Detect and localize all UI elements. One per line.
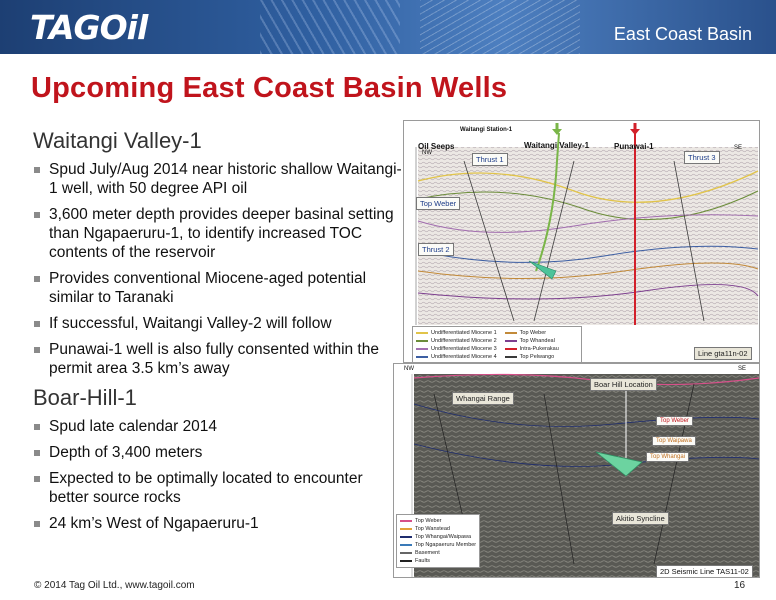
bullet-item: Punawai-1 well is also fully consented within the permit area 3.5 km’s away (33, 340, 403, 378)
bullet-list (33, 417, 403, 533)
legend-row (416, 353, 497, 361)
legend-label: Undifferentiated Miocene 2 (431, 338, 497, 344)
thrust-3-label: Thrust 3 (684, 151, 720, 164)
footer-copyright: © 2014 Tag Oil Ltd., www.tagoil.com (34, 580, 195, 591)
legend-row (400, 541, 476, 549)
bullet-item: If successful, Waitangi Valley-2 will follow (33, 314, 403, 333)
page-number: 16 (734, 580, 746, 591)
legend-row (400, 525, 476, 533)
whangai-range-label: Whangai Range (452, 392, 514, 405)
figure-legend (412, 326, 582, 363)
top-weber-label: Top Weber (416, 197, 460, 210)
company-logo (30, 8, 148, 47)
bullet-item: Spud July/Aug 2014 near historic shallow Waitangi-1 well, with 50 degree API oil (33, 160, 403, 198)
bullet-item: Depth of 3,400 meters (33, 443, 403, 462)
bullet-item: 3,600 meter depth provides deeper basinal setting than Ngapaeruru-1, to identify increased TOC contents of the reservoir (33, 205, 403, 262)
boar-hill-location-label: Boar Hill Location (590, 378, 657, 391)
bullet-item: Expected to be optimally located to encounter better source rocks (33, 469, 403, 507)
thrust-1-label: Thrust 1 (472, 153, 508, 166)
bullet-item: Provides conventional Miocene-aged potential similar to Taranaki (33, 269, 403, 307)
legend-row (400, 533, 476, 541)
legend-row (505, 353, 559, 361)
bullet-item: 24 km’s West of Ngapaeruru-1 (33, 514, 403, 533)
bullet-list (33, 160, 403, 378)
legend-row (505, 329, 559, 337)
header-title: East Coast Basin (613, 24, 752, 44)
figure-title: Waitangi Station-1 (460, 127, 513, 133)
legend-label: Basement (415, 550, 440, 556)
legend-row (416, 337, 497, 345)
legend-label: Top Weber (415, 518, 442, 524)
legend-label: Intra-Pukerakau (519, 346, 559, 352)
legend-row (400, 517, 476, 525)
logo-text: TAGOil (30, 8, 148, 47)
direction-right-label: SE (738, 366, 747, 372)
text-column (33, 128, 403, 540)
legend-row (505, 345, 559, 353)
slide-title: Upcoming East Coast Basin Wells (31, 72, 508, 104)
well-label-punawai: Punawai-1 (614, 142, 654, 151)
line-label: Line gta11n-02 (694, 347, 752, 360)
legend-label: Undifferentiated Miocene 1 (431, 330, 497, 336)
thrust-2-label: Thrust 2 (418, 243, 454, 256)
legend-label: Top Ngapaeruru Member (415, 542, 477, 548)
legend-label: Top Pelwango (519, 354, 555, 360)
legend-row (400, 549, 476, 557)
header-texture (420, 0, 580, 54)
header-texture (260, 0, 400, 54)
legend-label: Top Weber (519, 330, 547, 336)
legend-label: Undifferentiated Miocene 3 (431, 346, 497, 352)
header-banner (0, 0, 776, 54)
well-label-waitangi-valley: Waitangi Valley-1 (524, 141, 590, 150)
legend-row (505, 337, 559, 345)
top-waipawa-tag: Top Waipawa (652, 436, 696, 446)
legend-label: Top Whandeal (519, 338, 555, 344)
line-label: 2D Seismic Line TAS11-02 (656, 565, 753, 578)
legend-row (416, 329, 497, 337)
seismic-figure-waitangi (403, 120, 760, 363)
legend-label: Undifferentiated Miocene 4 (431, 354, 497, 360)
section-heading: Boar-Hill-1 (33, 385, 137, 410)
figure-legend (396, 514, 480, 568)
legend-row (416, 345, 497, 353)
direction-left-label: NW (422, 150, 432, 156)
top-whangai-tag: Top Whangai (646, 452, 689, 462)
legend-row (400, 557, 476, 565)
bullet-item: Spud late calendar 2014 (33, 417, 403, 436)
legend-label: Top Whangai/Waipawa (415, 534, 472, 540)
legend-label: Top Wanstead (415, 526, 450, 532)
akitio-syncline-label: Akitio Syncline (612, 512, 669, 525)
oil-seeps-label: Oil Seeps (418, 142, 455, 151)
direction-right-label: SE (734, 145, 743, 151)
top-weber-tag: Top Weber (656, 416, 693, 426)
legend-label: Faults (415, 558, 430, 564)
section-heading: Waitangi Valley-1 (33, 128, 202, 153)
direction-left-label: NW (404, 366, 414, 372)
seismic-figure-boar-hill (393, 363, 760, 578)
